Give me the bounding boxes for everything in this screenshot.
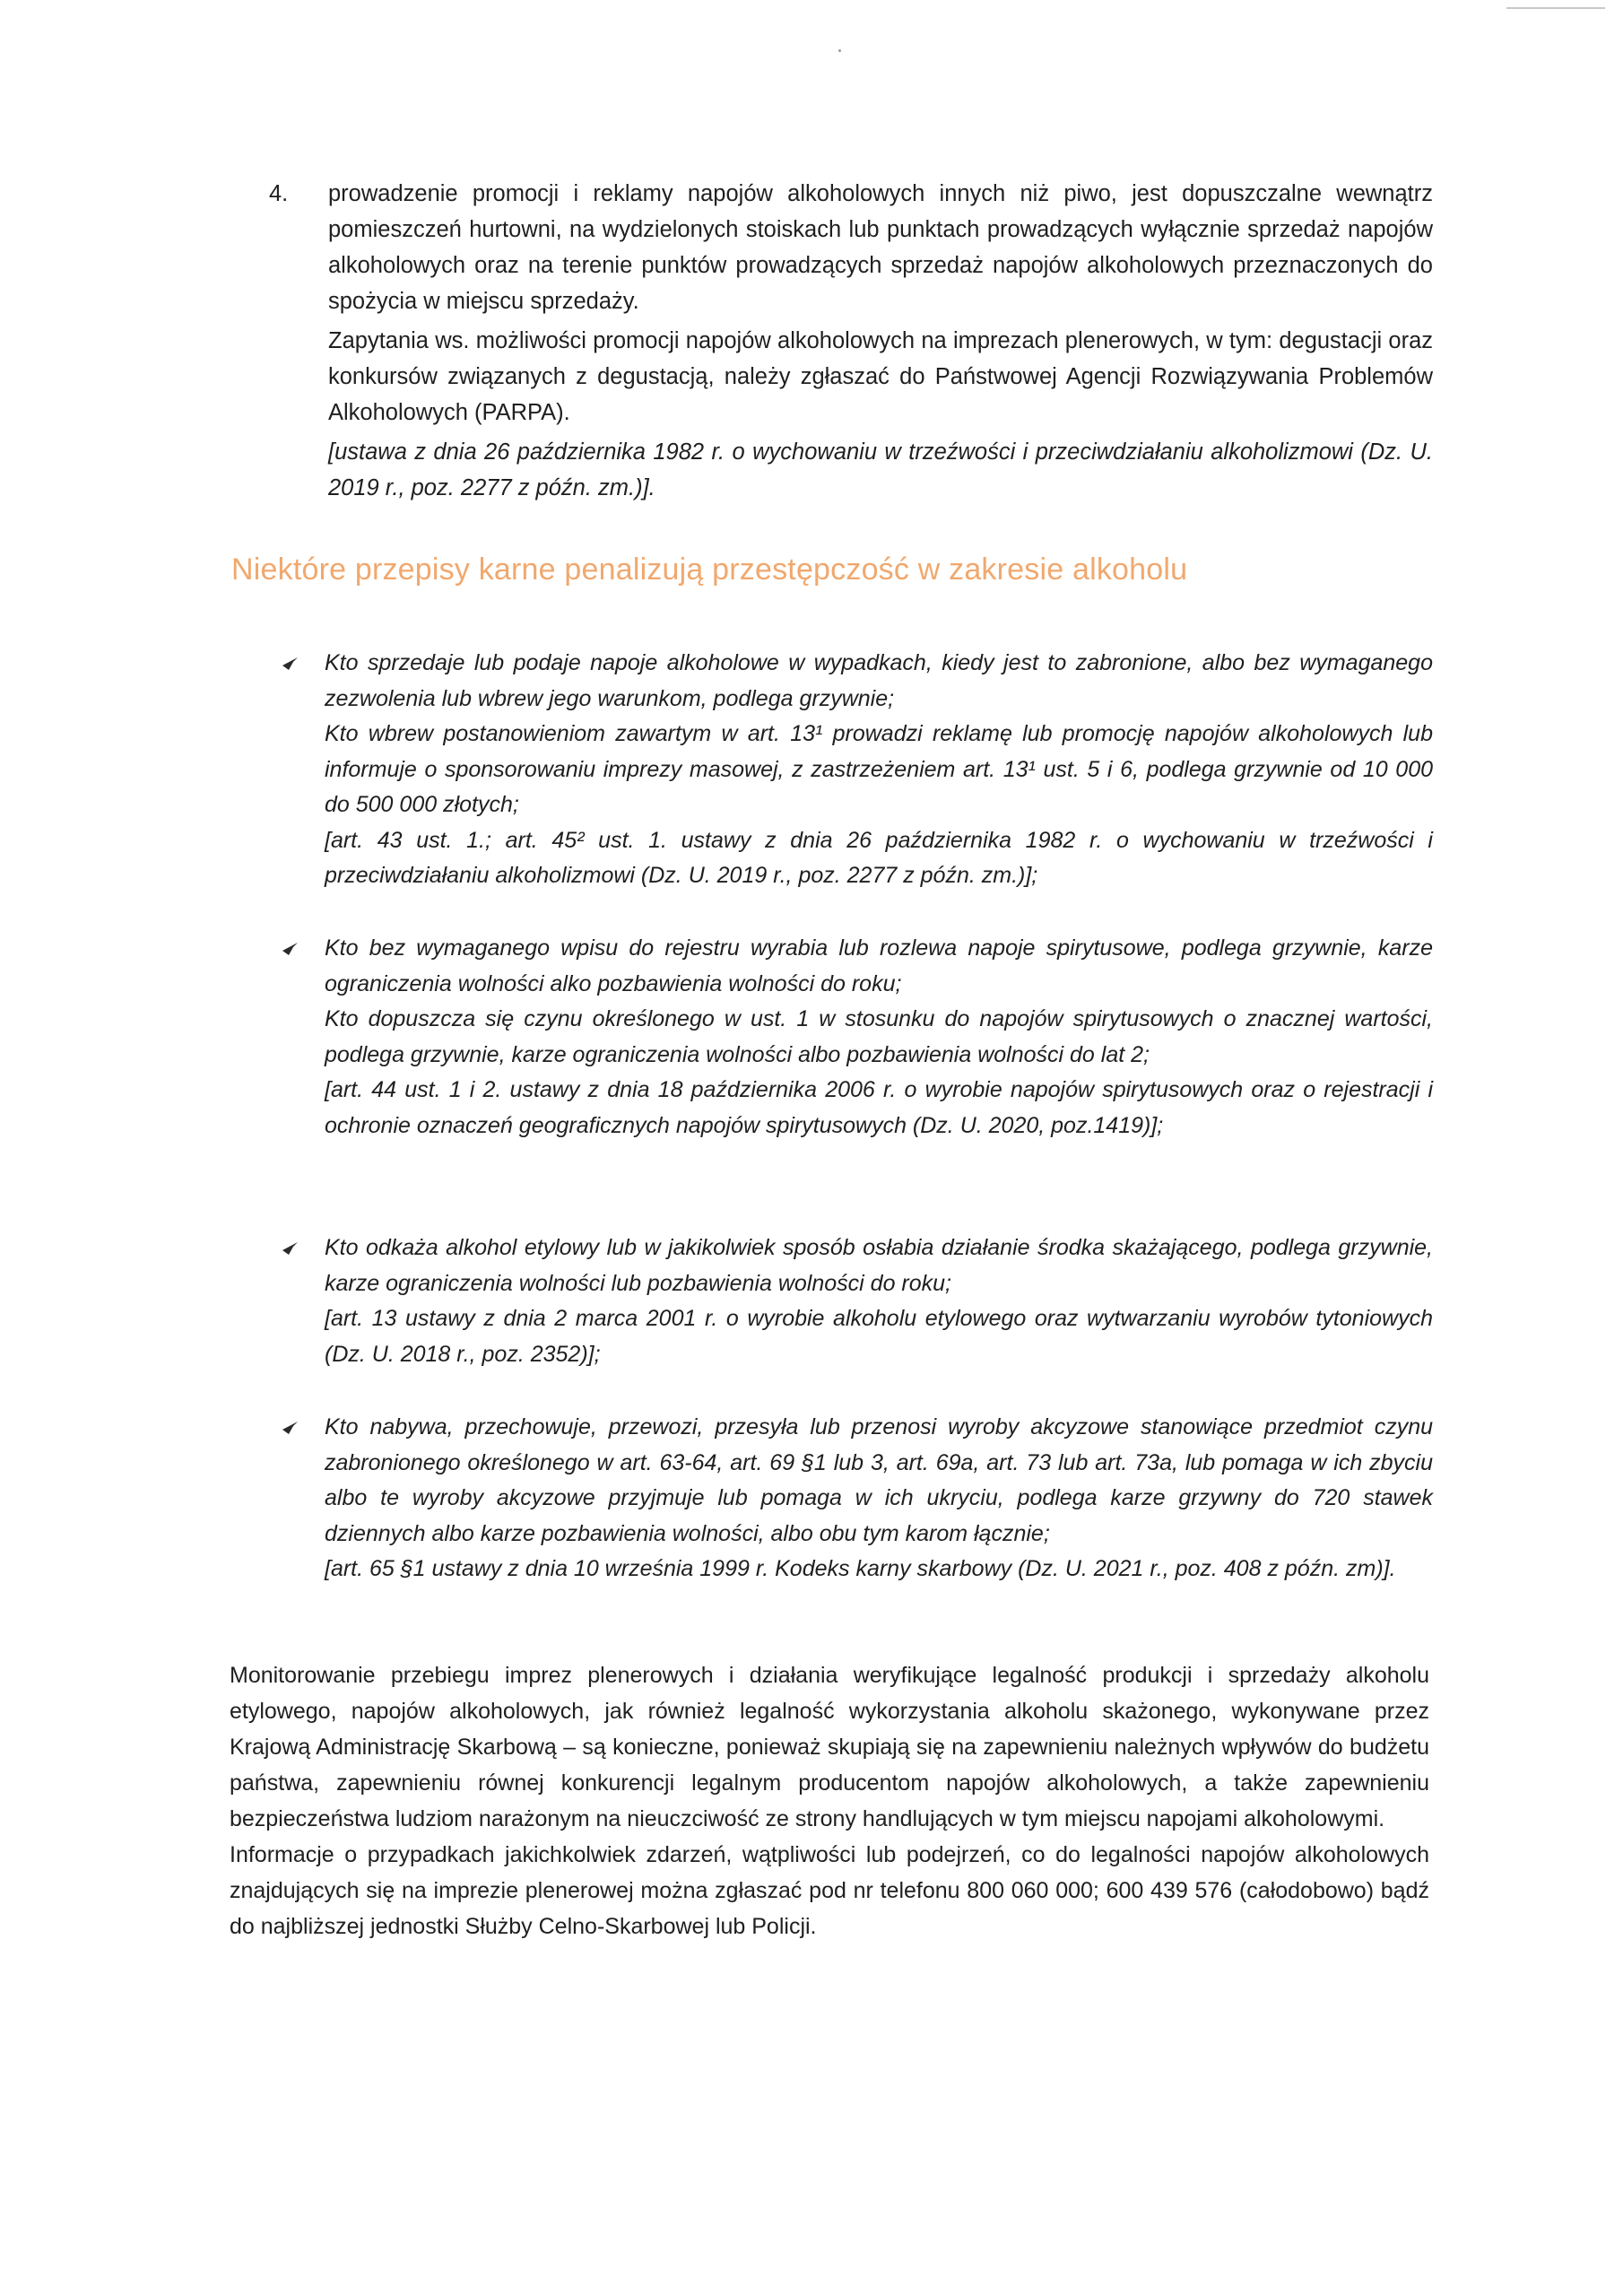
inquiry-note: Zapytania ws. możliwości promocji napojów alkoholowych na imprezach plenerowych, w tym: degustacji oraz konkursów związanych z degustacją, należy zgłaszać do Państwowej Agencji Rozwiązywania Problemów Alkoholowych (PARPA). [328,328,1433,425]
penal-paragraph: Kto odkaża alkohol etylowy lub w jakikolwiek sposób osłabia działanie środka skażającego, podlega grzywnie, karze ograniczenia wolności lub pozbawienia wolności do roku; [325,1235,1433,1296]
scan-dot [838,49,841,52]
arrow-bullet-icon [280,653,301,674]
penal-item-text [325,646,1433,894]
penal-reference: [art. 44 ust. 1 i 2. ustawy z dnia 18 października 2006 r. o wyrobie napojów spirytusowych oraz o rejestracji i ochronie oznaczeń geograficznych napojów spirytusowych (Dz. U. 2020, poz.1419)]; [325,1077,1433,1138]
contact-paragraph: Informacje o przypadkach jakichkolwiek zdarzeń, wątpliwości lub podejrzeń, co do legalności napojów alkoholowych znajdujących się na imprezie plenerowej można zgłaszać pod nr telefonu 800 060 000; 600 439 576 (całodobowo) bądź do najbliższej jednostki Służby Celno-Skarbowej lub Policji. [230,1842,1429,1939]
arrow-bullet-icon [280,938,301,960]
item-number: 4. [269,181,289,206]
penal-paragraph: Kto nabywa, przechowuje, przewozi, przesyła lub przenosi wyroby akcyzowe stanowiące przedmiot czynu zabronionego określonego w art. 63-64, art. 69 §1 lub 3, art. 69a, art. 73 lub art. 73a, lub pomaga w ich zbyciu albo te wyroby akcyzowe przyjmuje lub pomaga w ich ukryciu, podlega karze grzywny do 720 stawek dziennych albo karze pozbawienia wolności, albo obu tym karom łącznie; [325,1414,1433,1546]
arrow-bullet-icon [280,1417,301,1439]
penal-reference: [art. 13 ustawy z dnia 2 marca 2001 r. o wyrobie alkoholu etylowego oraz wytwarzaniu wyrobów tytoniowych (Dz. U. 2018 r., poz. 2352)]; [325,1306,1433,1367]
penal-item-text [325,931,1433,1144]
penal-paragraph: Kto bez wymaganego wpisu do rejestru wyrabia lub rozlewa napoje spirytusowe, podlega grzywnie, karze ograniczenia wolności alko pozbawienia wolności do roku; [325,935,1433,996]
scan-artifact [1506,7,1605,9]
penal-item-text [325,1410,1433,1587]
penal-reference: [art. 43 ust. 1.; art. 45² ust. 1. ustawy z dnia 26 października 1982 r. o wychowaniu w trzeźwości i przeciwdziałaniu alkoholizmowi (Dz. U. 2019 r., poz. 2277 z późn. zm.)]; [325,827,1433,888]
arrow-bullet-icon [280,1238,301,1259]
penal-paragraph: Kto dopuszcza się czynu określonego w ust. 1 w stosunku do napojów spirytusowych o znacznej wartości, podlega grzywnie, karze ograniczenia wolności albo pozbawienia wolności do lat 2; [325,1006,1433,1067]
section-heading: Niektóre przepisy karne penalizują przestępczość w zakresie alkoholu [231,552,1188,587]
closing-section [230,1657,1429,1944]
penal-paragraph: Kto wbrew postanowieniom zawartym w art. 13¹ prowadzi reklamę lub promocję napojów alkoholowych lub informuje o sponsorowaniu imprezy masowej, z zastrzeżeniem art. 13¹ ust. 5 i 6, podlega grzywnie od 10 000 do 500 000 złotych; [325,721,1433,817]
penal-reference: [art. 65 §1 ustawy z dnia 10 września 1999 r. Kodeks karny skarbowy (Dz. U. 2021 r., poz. 408 z późn. zm)]. [325,1556,1396,1581]
item-body [328,176,1433,506]
item-text: prowadzenie promocji i reklamy napojów alkoholowych innych niż piwo, jest dopuszczalne wewnątrz pomieszczeń hurtowni, na wydzielonych stoiskach lub punktach prowadzących wyłącznie sprzedaż napojów alkoholowych oraz na terenie punktów prowadzących sprzedaż napojów alkoholowych przeznaczonych do spożycia w miejscu sprzedaży. [328,181,1433,314]
penal-item-text [325,1231,1433,1372]
legal-reference: [ustawa z dnia 26 października 1982 r. o wychowaniu w trzeźwości i przeciwdziałaniu alkoholizmowi (Dz. U. 2019 r., poz. 2277 z późn. zm.)]. [328,439,1433,500]
monitoring-paragraph: Monitorowanie przebiegu imprez plenerowych i działania weryfikujące legalność produkcji i sprzedaży alkoholu etylowego, napojów alkoholowych, jak również legalność wykorzystania alkoholu skażonego, wykonywane przez Krajową Administrację Skarbową – są konieczne, ponieważ skupiają się na zapewnieniu należnych wpływów do budżetu państwa, zapewnieniu równej konkurencji legalnym producentom napojów alkoholowych, a także zapewnieniu bezpieczeństwa ludziom narażonym na nieuczciwość ze strony handlujących w tym miejscu napojami alkoholowymi. [230,1663,1429,1831]
penal-paragraph: Kto sprzedaje lub podaje napoje alkoholowe w wypadkach, kiedy jest to zabronione, albo bez wymaganego zezwolenia lub wbrew jego warunkom, podlega grzywnie; [325,650,1433,711]
